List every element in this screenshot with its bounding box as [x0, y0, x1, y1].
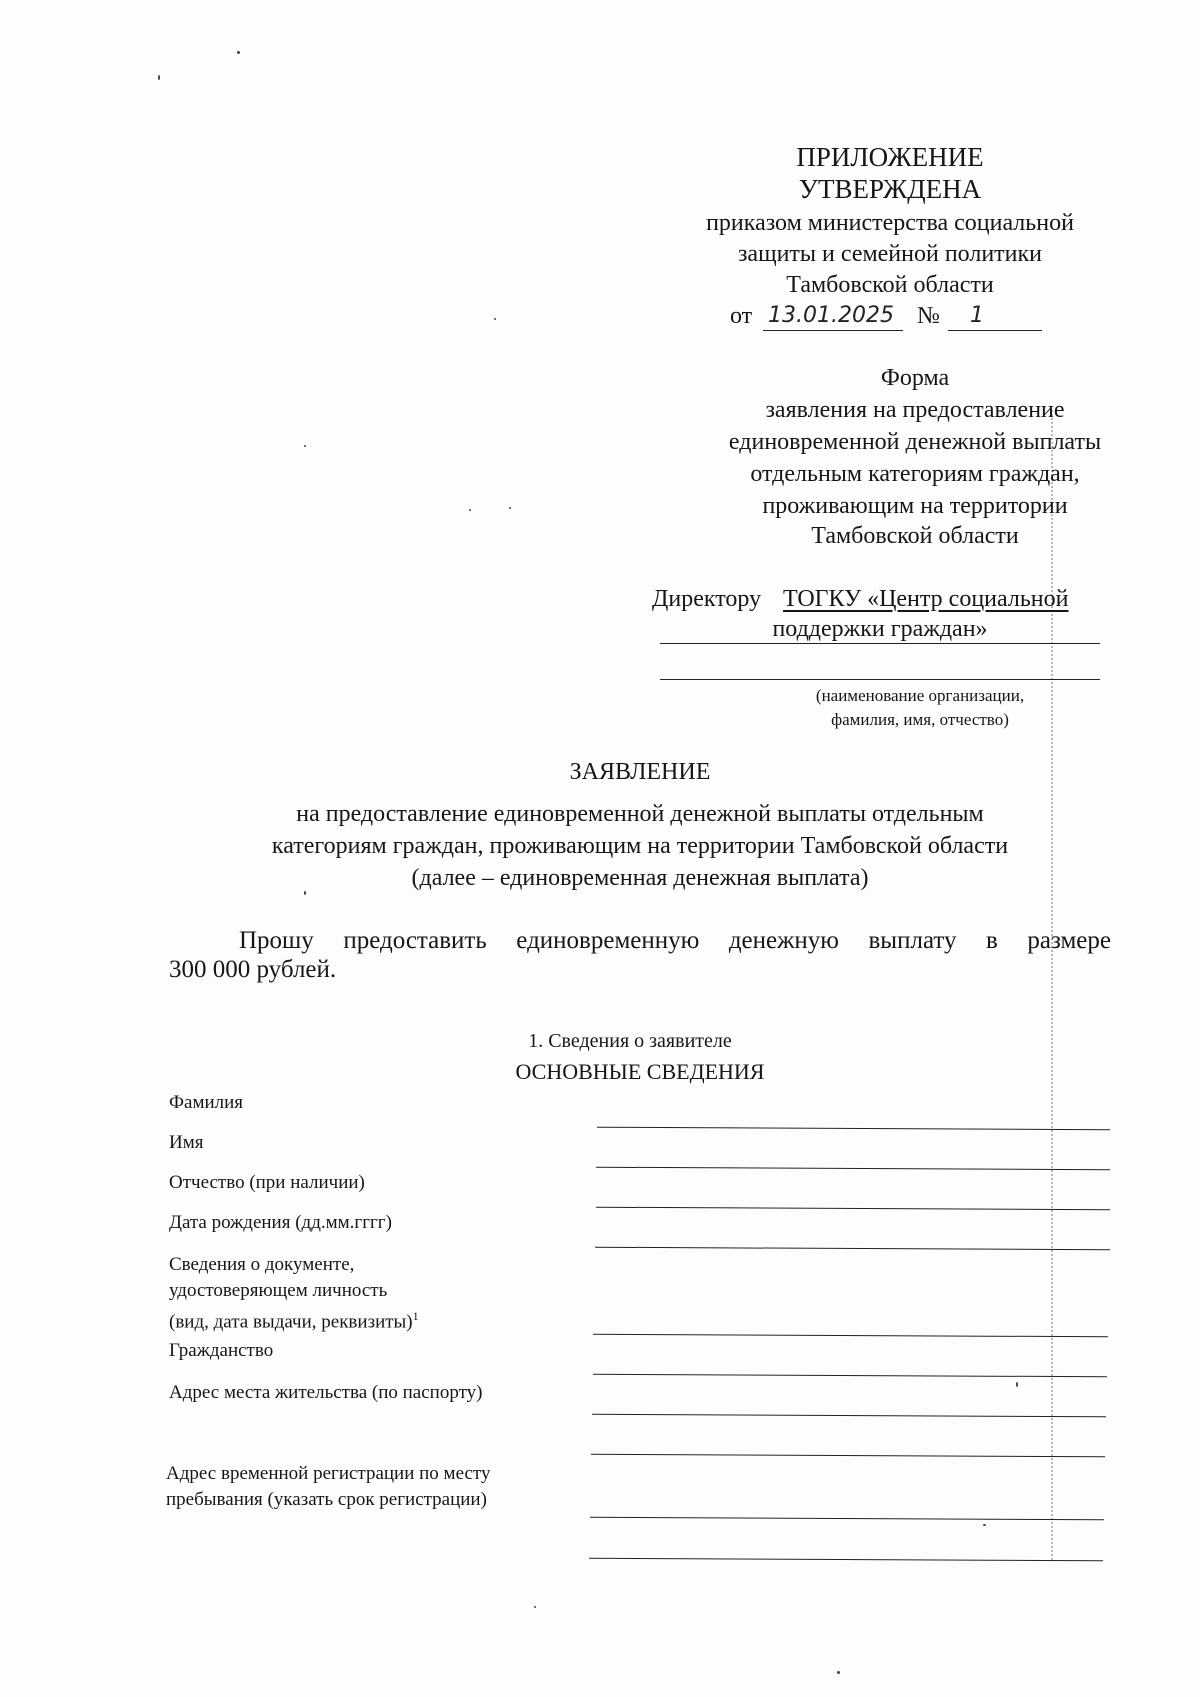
- form-title-line: Тамбовской области: [811, 523, 1019, 549]
- addressee-organization-cont: поддержки граждан»: [772, 616, 988, 642]
- field-label-id-document: Сведения о документе,: [169, 1254, 355, 1275]
- field-label-name: Имя: [169, 1132, 204, 1153]
- scan-speck: [158, 75, 160, 80]
- approval-annex-heading: ПРИЛОЖЕНИЕ: [796, 142, 984, 172]
- addressee-hint: (наименование организации,: [815, 686, 1025, 705]
- scan-speck: [304, 445, 306, 447]
- section-subheading: ОСНОВНЫЕ СВЕДЕНИЯ: [515, 1059, 765, 1084]
- approval-number-value: 1: [970, 303, 984, 328]
- field-line-temp-registration-2[interactable]: [589, 1558, 1103, 1562]
- scan-noise-column: [1051, 410, 1053, 1560]
- request-text: Прошу предоставить единовременную денежную выплату в размере: [239, 927, 1111, 954]
- approval-order-line: приказом министерства социальной: [706, 210, 1074, 236]
- field-label-temp-registration: Адрес временной регистрации по месту: [166, 1463, 491, 1484]
- scan-speck: [534, 1606, 536, 1608]
- field-label-surname: Фамилия: [169, 1092, 244, 1113]
- field-line-name[interactable]: [596, 1167, 1110, 1171]
- approval-date-underline: [763, 330, 903, 331]
- approval-number-prefix: №: [917, 303, 940, 329]
- addressee-line-2: [660, 643, 1100, 644]
- field-label-patronymic: Отчество (при наличии): [169, 1172, 365, 1193]
- application-subtitle: (далее – единовременная денежная выплата): [411, 865, 869, 891]
- application-subtitle: на предоставление единовременной денежной выплаты отдельным: [296, 801, 984, 827]
- addressee-hint: фамилия, имя, отчество): [831, 710, 1009, 729]
- field-line-birth-date[interactable]: [595, 1247, 1110, 1251]
- scan-speck: [469, 509, 471, 511]
- form-title-line: отдельным категориям граждан,: [750, 461, 1080, 487]
- field-label-temp-registration: пребывания (указать срок регистрации): [166, 1489, 487, 1510]
- form-title-word: Форма: [880, 365, 950, 391]
- addressee-organization: ТОГКУ «Центр социальной: [783, 586, 1069, 612]
- field-label-id-document-text: (вид, дата выдачи, реквизиты): [169, 1311, 413, 1333]
- field-label-birth-date: Дата рождения (дд.мм.гггг): [169, 1212, 392, 1233]
- scan-speck: [837, 1671, 840, 1674]
- scan-speck: [494, 318, 496, 320]
- field-label-residence-address: Адрес места жительства (по паспорту): [169, 1382, 483, 1403]
- field-line-id-document[interactable]: [593, 1334, 1108, 1338]
- scan-speck: [1016, 1382, 1018, 1387]
- addressee-line-3: [660, 679, 1100, 680]
- field-line-surname[interactable]: [597, 1127, 1110, 1131]
- request-amount: 300 000 рублей.: [169, 956, 337, 983]
- field-label-citizenship: Гражданство: [169, 1340, 274, 1361]
- footnote-marker: 1: [412, 1309, 419, 1323]
- scan-speck: [237, 51, 240, 54]
- approval-approved-heading: УТВЕРЖДЕНА: [798, 174, 982, 204]
- field-line-temp-registration[interactable]: [590, 1517, 1104, 1521]
- form-title-line: проживающим на территории: [762, 493, 1068, 519]
- field-line-patronymic[interactable]: [596, 1207, 1110, 1211]
- addressee-prefix: Директору: [652, 586, 762, 612]
- scan-speck: [509, 507, 511, 509]
- field-line-residence-address[interactable]: [592, 1414, 1106, 1418]
- field-line-citizenship[interactable]: [593, 1374, 1107, 1378]
- form-title-line: заявления на предоставление: [765, 397, 1065, 423]
- section-heading: 1. Сведения о заявителе: [528, 1030, 732, 1052]
- application-subtitle: категориям граждан, проживающим на территории Тамбовской области: [271, 833, 1009, 859]
- approval-number-underline: [948, 330, 1042, 331]
- form-title-line: единовременной денежной выплаты: [728, 429, 1102, 455]
- approval-date-value: 13.01.2025: [768, 303, 894, 328]
- approval-date-prefix: от: [730, 303, 753, 329]
- application-title: ЗАЯВЛЕНИЕ: [569, 759, 711, 785]
- field-label-id-document: удостоверяющем личность: [169, 1280, 388, 1301]
- approval-ministry-line: защиты и семейной политики: [737, 241, 1043, 267]
- approval-region-line: Тамбовской области: [786, 272, 994, 298]
- field-label-id-document: [169, 1303, 419, 1335]
- field-line-residence-address-2[interactable]: [591, 1454, 1105, 1458]
- scan-speck: [983, 1524, 986, 1526]
